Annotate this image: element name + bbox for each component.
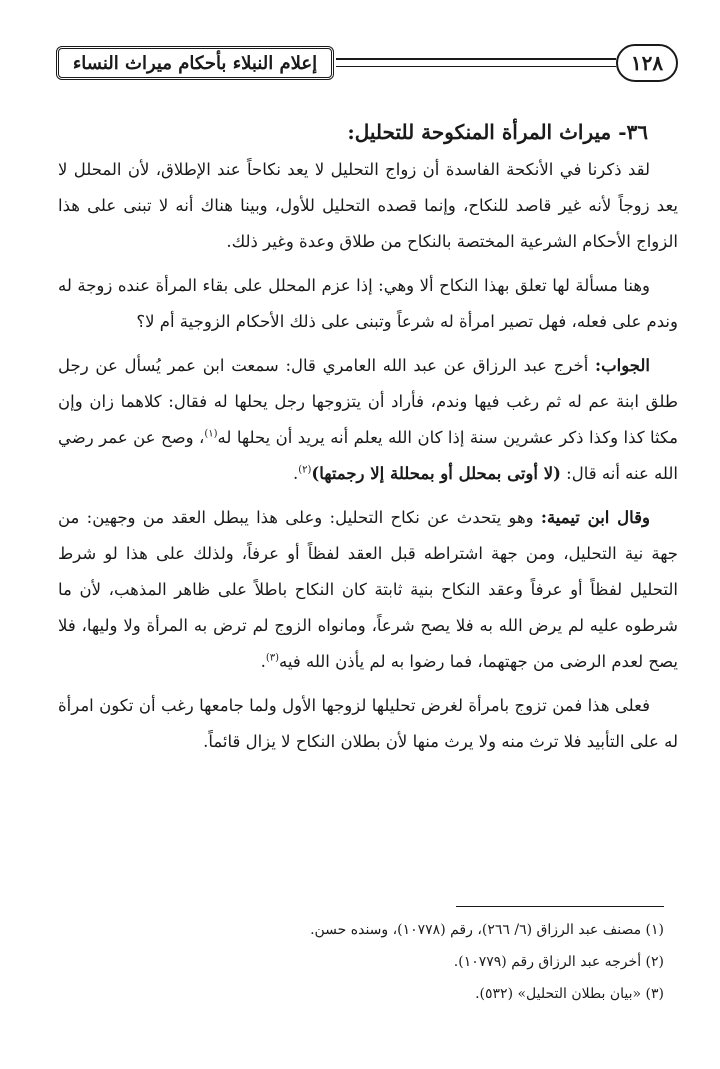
ibn-taymiyya-lead: وقال ابن تيمية: [540,508,650,527]
page-header [56,44,678,90]
umar-quote: (لا أوتى بمحلل أو بمحللة إلا رجمتها) [311,464,561,483]
paragraph-2: وهنا مسألة لها تعلق بهذا النكاح ألا وهي: إذا عزم المحلل على بقاء المرأة عنده زوجة له وندم على فعله، فهل تصير امرأة له شرعاً وتبنى على ذلك الأحكام الزوجية أم لا؟ [58,276,678,331]
header-rule-top [336,58,616,60]
ibn-taymiyya-text: وهو يتحدث عن نكاح التحليل: وعلى هذا يبطل العقد من وجهين: من جهة نية التحليل، ومن جهة اشتراطه قبل العقد لفظاً أو عرفاً، ولذلك على هذا لو شرط التحليل لفظاً أو عرفاً وعقد النكاح بنية ثابتة كان النكاح باطلاً على ظاهر المذهب، لأن ما شرطوه عليه لم يرض الله به فلا يصح شرعاً، ومانواه الزوج لم ترض به المرأة ولا وليها، فلا يصح لعدم الرضى من جهتهما، فما رضوا به لم يأذن الله فيه [58,508,678,671]
answer-paragraph [58,348,678,492]
ibn-taymiyya-end: . [260,652,266,671]
conclusion-paragraph: فعلى هذا فمن تزوج بامرأة لغرض تحليلها لزوجها الأول ولما جامعها رغب أن تكون امرأة له على التأبيد فلا ترث منه ولا يرث منها لأن بطلان النكاح لا يزال قائماً. [58,696,678,751]
running-title: إعلام النبلاء بأحكام ميراث النساء [56,46,334,80]
answer-lead: الجواب: [595,356,650,375]
answer-text-1: أخرج عبد الرزاق عن عبد الله العامري قال: سمعت ابن عمر يُسأل عن رجل طلق ابنة عم له ثم رغب فيها وندم، فأراد أن يتزوجها رجل يحلها له فقال: كلاهما زان وإن مكثا كذا وكذا ذكر عشرين سنة إذا كان الله يعلم أنه يريد أن يحلها له [58,356,678,447]
paragraph-1: لقد ذكرنا في الأنكحة الفاسدة أن زواج التحليل لا يعد نكاحاً عند الإطلاق، لأن المحلل لا يعد زوجاً لأنه غير قاصد للنكاح، وإنما قصده التحليل للأول، وبينا هناك أنه لا تبنى على هذا الزواج الأحكام الشرعية المختصة بالنكاح من طلاق وعدة وغير ذلك. [58,160,678,251]
footnote-separator [456,906,664,907]
footnote-3: (٣) «بيان بطلان التحليل» (٥٣٢). [475,986,664,1002]
footnote-2: (٢) أخرجه عبد الرزاق رقم (١٠٧٧٩). [453,954,664,970]
footnote-1: (١) مصنف عبد الرزاق (٦/ ٢٦٦)، رقم (١٠٧٧٨)، وسنده حسن. [310,922,664,938]
page-number: ١٢٨ [616,44,678,82]
footnote-ref-1[interactable]: (١) [204,428,218,440]
answer-text-2: ، وصح عن عمر رضي الله عنه أنه قال: [58,428,678,483]
main-text [58,114,678,768]
answer-end: . [292,464,299,483]
footnote-ref-3[interactable]: (٣) [265,652,280,664]
header-rule-bottom [336,66,616,67]
ibn-taymiyya-paragraph [58,500,678,680]
section-title: ٣٦- ميراث المرأة المنكوحة للتحليل: [347,120,648,144]
footnotes [58,914,678,1010]
footnote-ref-2[interactable]: (٢) [298,464,312,476]
